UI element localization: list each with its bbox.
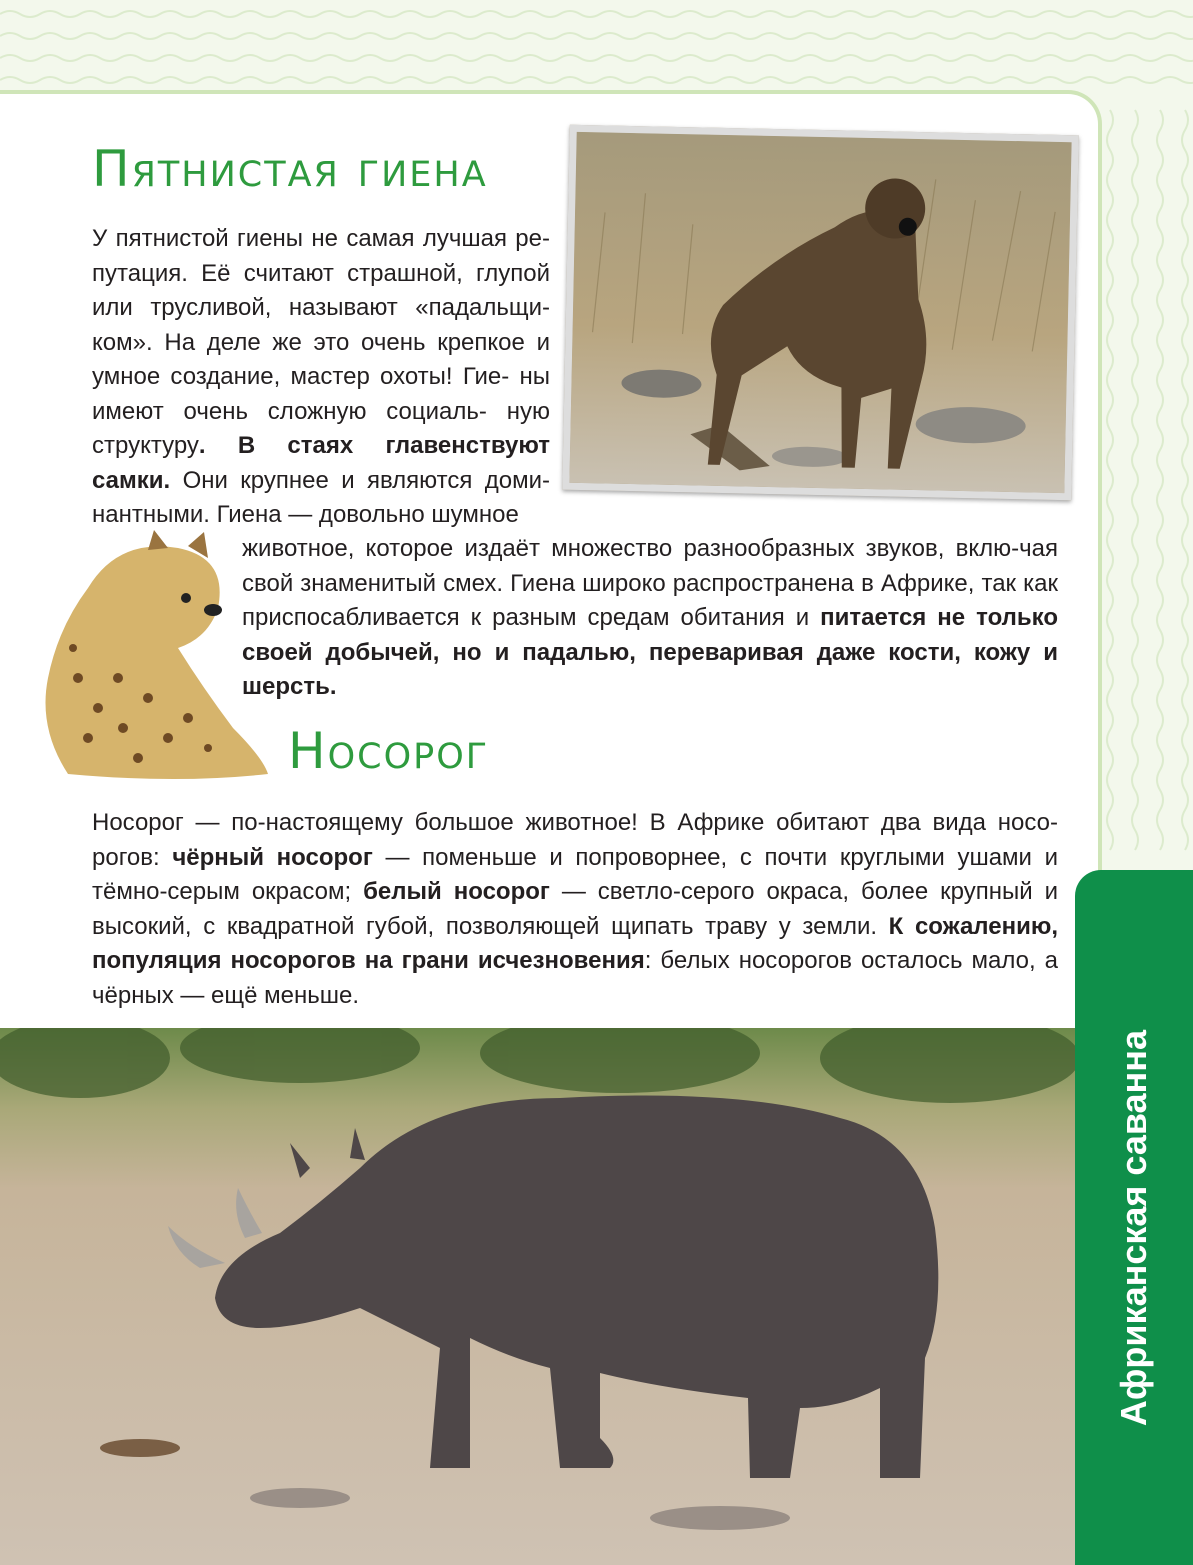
section-tab-label: Африканская саванна <box>1113 1029 1154 1427</box>
rhino-title: Носорог <box>288 722 490 780</box>
hyena-bold-text-2: питается не только своей добычей, но и падалью, переваривая даже кости, кожу и шерсть. <box>242 604 1058 700</box>
rhino-paragraph: Носорог — по-настоящему большое животное! В Африке обитают два вида носо-рогов: чёрный носорог — поменьше и попроворнее, с почти круглыми ушами и тёмно-серым окрасом; белый носорог — светло-серого окраса, более крупный и высокий, с квадратной губой, позволяющей щипать траву у земли. К сожалению, популяция носорогов на грани исчезновения: белых носорогов осталось мало, а чёрных — ещё меньше. <box>92 809 1059 1009</box>
rhino-photo <box>0 1028 1075 1565</box>
hyena-title: Пятнистая гиена <box>92 140 488 198</box>
hyena-bold-text: . В стаях главенствуют самки. <box>92 432 550 494</box>
hyena-paragraph-1: У пятнистой гиены не самая лучшая ре- путация. Её считают страшной, глупой или трусливой, называют «падальщи- ком». На деле же это очень крепкое и умное создание, мастер охоты! Гие- ны имеют очень сложную социаль- ную структуру. В стаях главенствуют самки. Они крупнее и являются доми-нантными. Гиена — довольно шумное <box>92 225 550 528</box>
hyena-paragraph-2: животное, которое издаёт множество разнообразных звуков, вклю-чая свой знаменитый смех. Гиена широко распространена в Африке, так как приспосабливается к разным средам обитания и питается не только своей добычей, но и падалью, переваривая даже кости, кожу и шерсть. <box>242 535 1058 700</box>
hyena-photo <box>562 125 1079 501</box>
